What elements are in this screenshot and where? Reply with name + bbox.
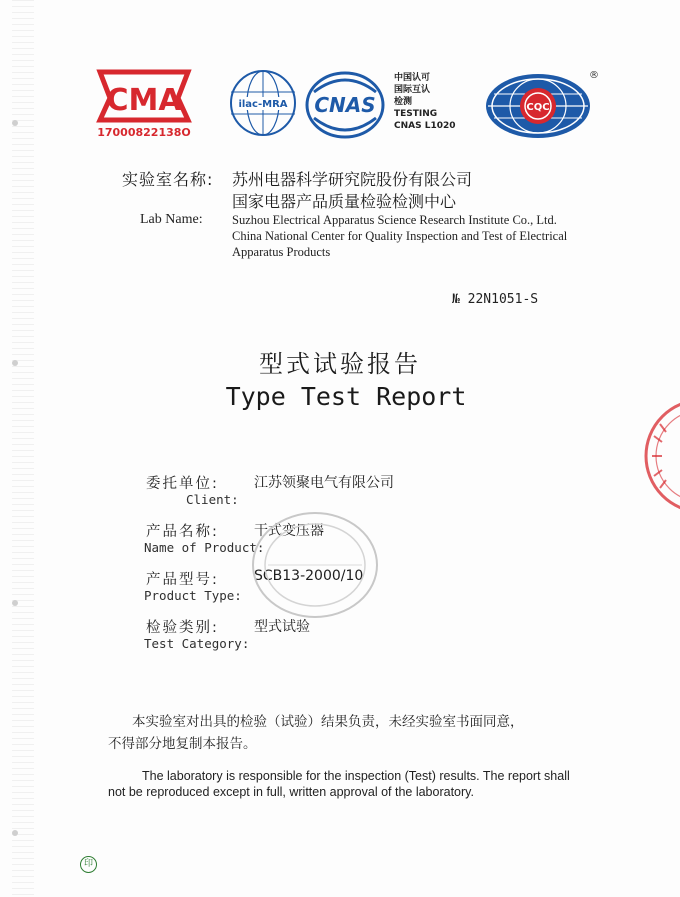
binding-hole — [12, 830, 18, 836]
title-cn: 型式试验报告 — [259, 350, 421, 378]
report-number: № 22N1051-S — [452, 292, 539, 307]
lab-name-en-line3: Apparatus Products — [232, 245, 331, 259]
test-category-value: 型式试验 — [254, 619, 310, 635]
ilac-globe-icon — [228, 68, 298, 138]
lab-name-en-line1: Suzhou Electrical Apparatus Science Research Institute Co., Ltd. — [232, 213, 557, 227]
statement-cn-line2: 不得部分地复制本报告。 — [108, 736, 257, 752]
test-category-label-en: Test Category: — [144, 636, 250, 651]
client-label-en: Client: — [186, 492, 239, 507]
test-category-label-cn: 检验类别: — [146, 620, 219, 636]
registered-mark-icon: ® — [589, 70, 599, 81]
binding-hole — [12, 600, 18, 606]
cqc-logo — [482, 68, 602, 142]
product-name-label-en: Name of Product: — [144, 540, 265, 555]
footer-mark-icon: 印 — [80, 856, 97, 873]
product-type-label-cn: 产品型号: — [146, 572, 219, 588]
cnas-accreditation-text — [394, 72, 464, 132]
product-type-value: SCB13-2000/10 — [254, 568, 364, 584]
lab-name-cn-line2: 国家电器产品质量检验检测中心 — [232, 192, 457, 211]
red-seal-icon — [640, 396, 680, 516]
cnas-text: CNAS — [314, 93, 376, 117]
statement-cn-line1: 本实验室对出具的检验（试验）结果负责，未经实验室书面同意， — [132, 714, 524, 730]
embossed-seal-icon — [250, 510, 380, 620]
cnas-line: CNAS L1020 — [394, 121, 456, 131]
client-value: 江苏领聚电气有限公司 — [254, 475, 394, 491]
binding-hole — [12, 120, 18, 126]
client-label-cn: 委托单位: — [146, 476, 219, 492]
cnas-line: 检测 — [394, 97, 413, 107]
cma-text: CMA — [106, 83, 182, 118]
cma-mark-icon — [92, 66, 196, 140]
cnas-line: 中国认可 — [394, 73, 431, 83]
statement-en-line2: not be reproduced except in full, written approval of the laboratory. — [108, 785, 474, 799]
product-name-value: 干式变压器 — [254, 523, 324, 539]
lab-label-cn: 实验室名称: — [122, 170, 214, 189]
title-en: Type Test Report — [225, 382, 467, 411]
statement-en-line1: The laboratory is responsible for the inspection (Test) results. The report shall — [142, 769, 570, 783]
cnas-line: 国际互认 — [394, 85, 431, 95]
binding-strip — [12, 0, 34, 897]
cnas-logo — [302, 70, 388, 140]
cnas-mark-icon — [302, 70, 388, 140]
ilac-mra-logo — [228, 68, 298, 138]
product-type-label-en: Product Type: — [144, 588, 242, 603]
lab-label-en: Lab Name: — [140, 212, 203, 227]
cnas-line: TESTING — [394, 109, 438, 119]
cma-number: 17000822138O — [97, 126, 191, 139]
cqc-globe-icon — [482, 68, 602, 142]
product-name-label-cn: 产品名称: — [146, 524, 219, 540]
cqc-text: CQC — [526, 102, 550, 113]
lab-name-en-line2: China National Center for Quality Inspection and Test of Electrical — [232, 229, 568, 243]
ilac-text: ilac-MRA — [238, 99, 288, 110]
cma-logo — [92, 66, 196, 140]
lab-name-cn-line1: 苏州电器科学研究院股份有限公司 — [232, 170, 473, 189]
